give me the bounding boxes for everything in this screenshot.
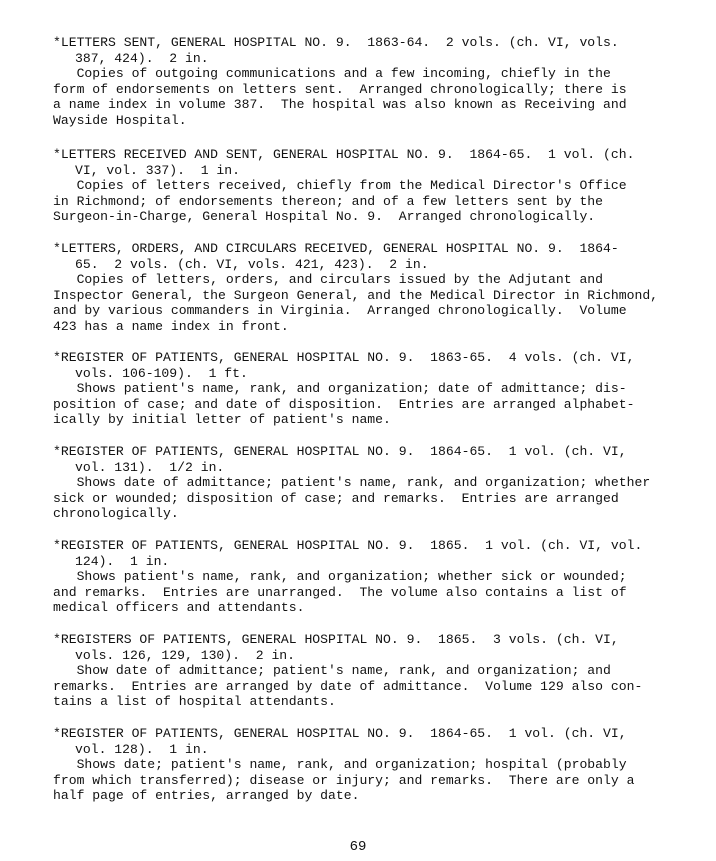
entry-description-line: Copies of letters, orders, and circulars issued by the Adjutant and bbox=[53, 272, 604, 288]
entry-description-line: sick or wounded; disposition of case; and remarks. Entries are arranged bbox=[53, 490, 619, 506]
entry-letters-orders-circulars bbox=[53, 241, 659, 335]
entry-description-line: Shows date of admittance; patient's name, rank, and organization; whether bbox=[53, 475, 651, 491]
entry-description-line: Copies of outgoing communications and a few incoming, chiefly in the bbox=[53, 66, 611, 82]
entry-description-line: from which transferred); disease or injury; and remarks. There are only a bbox=[53, 772, 635, 788]
entry-register-of-patients-1863 bbox=[53, 350, 653, 428]
entry-heading: *LETTERS, ORDERS, AND CIRCULARS RECEIVED, GENERAL HOSPITAL NO. 9. 1864- bbox=[53, 241, 619, 256]
entry-description-line: Wayside Hospital. bbox=[53, 112, 187, 128]
entry-description-line: position of case; and date of disposition. Entries are arranged alphabet- bbox=[53, 396, 635, 412]
entry-heading: *REGISTERS OF PATIENTS, GENERAL HOSPITAL NO. 9. 1865. 3 vols. (ch. VI, bbox=[53, 632, 619, 647]
entry-description-line: ically by initial letter of patient's name. bbox=[53, 412, 391, 428]
entry-description-line: in Richmond; of endorsements thereon; and of a few letters sent by the bbox=[53, 193, 604, 209]
entry-heading-continued: 124). 1 in. bbox=[75, 553, 170, 569]
entry-description-line: Shows patient's name, rank, and organization; whether sick or wounded; bbox=[53, 569, 627, 585]
entry-heading-continued: vol. 131). 1/2 in. bbox=[75, 459, 225, 475]
entry-heading: *REGISTER OF PATIENTS, GENERAL HOSPITAL NO. 9. 1864-65. 1 vol. (ch. VI, bbox=[53, 444, 627, 459]
entry-register-of-patients-1864 bbox=[53, 444, 653, 522]
entry-description-line: remarks. Entries are arranged by date of admittance. Volume 129 also con- bbox=[53, 678, 643, 694]
entry-description-line: and remarks. Entries are unarranged. The volume also contains a list of bbox=[53, 584, 627, 600]
entry-heading-continued: vol. 128). 1 in. bbox=[75, 741, 209, 757]
entry-heading-continued: 65. 2 vols. (ch. VI, vols. 421, 423). 2 in. bbox=[75, 256, 429, 272]
entry-description-line: Inspector General, the Surgeon General, and the Medical Director in Richmond, bbox=[53, 287, 659, 303]
entry-description-line: chronologically. bbox=[53, 506, 179, 522]
entry-heading: *REGISTER OF PATIENTS, GENERAL HOSPITAL NO. 9. 1865. 1 vol. (ch. VI, vol. bbox=[53, 538, 643, 553]
entry-description-line: and by various commanders in Virginia. Arranged chronologically. Volume bbox=[53, 303, 627, 319]
entry-description-line: medical officers and attendants. bbox=[53, 600, 305, 616]
entry-heading: *REGISTER OF PATIENTS, GENERAL HOSPITAL NO. 9. 1863-65. 4 vols. (ch. VI, bbox=[53, 350, 635, 365]
entry-description-line: tains a list of hospital attendants. bbox=[53, 694, 336, 710]
entry-registers-of-patients-1865 bbox=[53, 632, 653, 710]
entry-description-line: Shows date; patient's name, rank, and organization; hospital (probably bbox=[53, 757, 627, 773]
entry-heading-continued: vols. 106-109). 1 ft. bbox=[75, 365, 248, 381]
entry-heading: *LETTERS RECEIVED AND SENT, GENERAL HOSPITAL NO. 9. 1864-65. 1 vol. (ch. bbox=[53, 147, 635, 162]
entry-register-of-patients-1865-single bbox=[53, 538, 653, 616]
entry-letters-sent bbox=[53, 35, 653, 129]
entry-description-line: a name index in volume 387. The hospital was also known as Receiving and bbox=[53, 97, 627, 113]
entry-description-line: half page of entries, arranged by date. bbox=[53, 788, 360, 804]
entry-heading-continued: vols. 126, 129, 130). 2 in. bbox=[75, 647, 296, 663]
entry-description-line: 423 has a name index in front. bbox=[53, 318, 289, 334]
entry-description-line: Copies of letters received, chiefly from the Medical Director's Office bbox=[53, 178, 627, 194]
page-number: 69 bbox=[349, 839, 367, 855]
entry-letters-received-and-sent bbox=[53, 147, 653, 225]
entry-heading-continued: VI, vol. 337). 1 in. bbox=[75, 162, 241, 178]
entry-description-line: Show date of admittance; patient's name, rank, and organization; and bbox=[53, 663, 611, 679]
entry-description-line: Surgeon-in-Charge, General Hospital No. 9. Arranged chronologically. bbox=[53, 209, 596, 225]
entry-description-line: form of endorsements on letters sent. Arranged chronologically; there is bbox=[53, 81, 627, 97]
entry-register-of-patients-1864-vol128 bbox=[53, 726, 653, 804]
entry-heading: *LETTERS SENT, GENERAL HOSPITAL NO. 9. 1863-64. 2 vols. (ch. VI, vols. bbox=[53, 35, 619, 50]
entry-description-line: Shows patient's name, rank, and organization; date of admittance; dis- bbox=[53, 381, 627, 397]
entry-heading: *REGISTER OF PATIENTS, GENERAL HOSPITAL NO. 9. 1864-65. 1 vol. (ch. VI, bbox=[53, 726, 627, 741]
entry-heading-continued: 387, 424). 2 in. bbox=[75, 50, 209, 66]
